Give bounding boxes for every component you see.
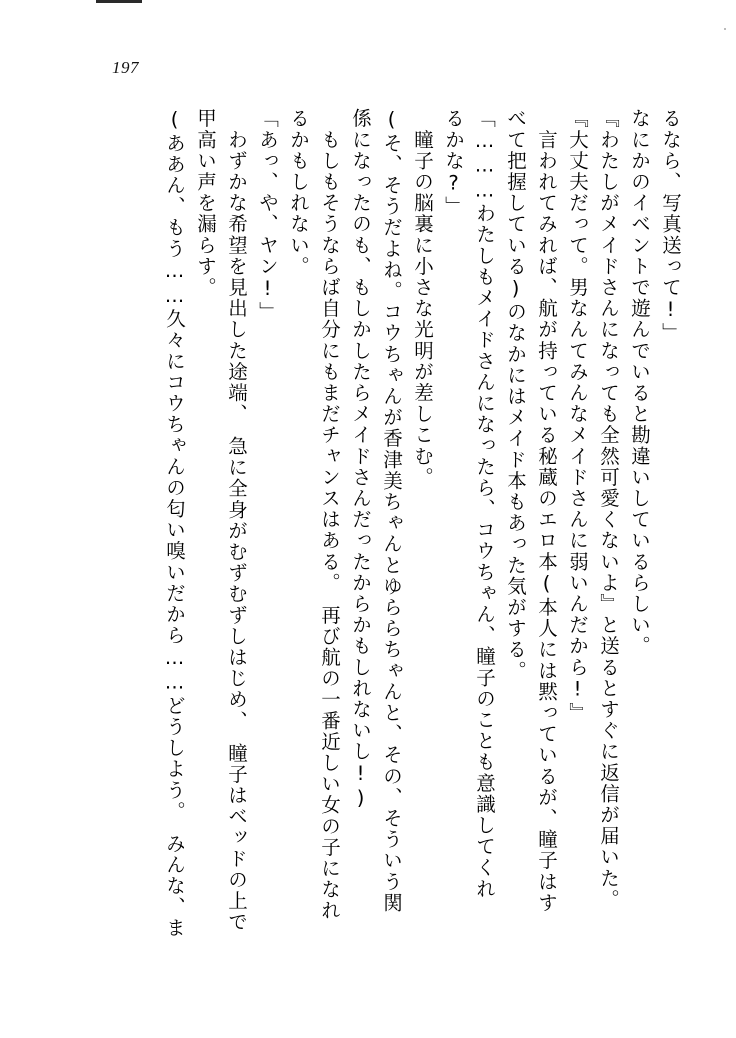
text-column: もしもそうならば自分にもまだチャンスはある。 再び航の一番近しい女の子になれ (318, 108, 341, 922)
vertical-text-body (120, 108, 680, 1008)
text-column: べて把握している)のなかにはメイド本もあった気がする。 (504, 108, 527, 682)
text-column: なにかのイベントで遊んでいると勘違いしているらしい。 (628, 108, 651, 657)
page-number: 197 (112, 58, 139, 77)
text-column: 『大丈夫だって。男なんてみんなメイドさんに弱いんだから!』 (566, 108, 589, 724)
text-column: (そ、そうだよね。コウちゃんが香津美ちゃんとゆららちゃんと、その、そういう関 (380, 108, 403, 914)
text-column: 甲高い声を漏らす。 (194, 108, 217, 298)
text-column: 「あっ、や、ヤン!」 (256, 108, 279, 323)
text-column: 「………わたしもメイドさんになったら、コウちゃん、瞳子のことも意識してくれ (473, 108, 496, 900)
text-column: 係になったのも、もしかしたらメイドさんだったからかもしれないし!) (349, 108, 372, 812)
text-column: (ああん、もう……久々にコウちゃんの匂い嗅いだから……どうしよう。 みんな、ま (163, 108, 186, 939)
text-column: るかもしれない。 (287, 108, 310, 277)
text-column: 『わたしがメイドさんになっても全然可愛くないよ』と送るとすぐに返信が届いた。 (597, 108, 620, 910)
scan-artifact-top-right (724, 28, 726, 30)
text-column: るなら、写真送って!」 (659, 108, 682, 344)
text-column: 瞳子の脳裏に小さな光明が差しこむ。 (411, 108, 434, 488)
text-column: わずかな希望を見出した途端、 急に全身がむずむずしはじめ、 瞳子はベッドの上で (225, 108, 248, 933)
text-column: 言われてみれば、航が持っている秘蔵のエロ本(本人には黙っているが、瞳子はす (535, 108, 558, 914)
scan-artifact-top-left (96, 0, 142, 3)
text-column: るかな?」 (442, 108, 465, 217)
